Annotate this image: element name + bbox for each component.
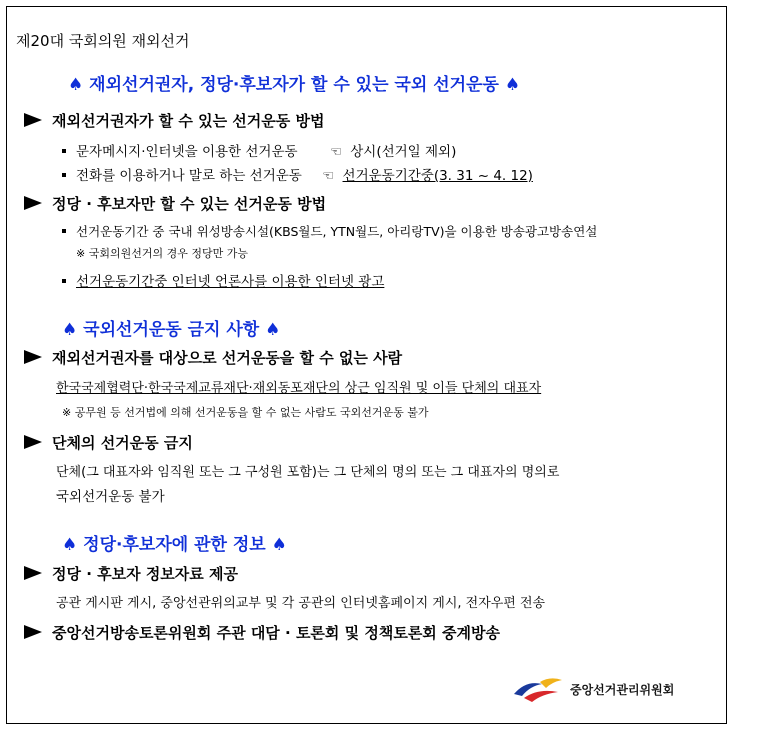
nec-logo [512, 674, 674, 704]
heading-text: 중앙선거방송토론위원회 주관 대담 · 토론회 및 정책토론회 중계방송 [52, 624, 500, 642]
triangle-right-icon [24, 435, 42, 449]
triangle-right-icon [24, 113, 42, 127]
heading-3-2 [24, 622, 500, 643]
body-3-1: 공관 게시판 게시, 중앙선관위의교부 및 각 공관의 인터넷홈페이지 게시, 전자우편 전송 [56, 596, 546, 611]
heading-2-1 [24, 347, 402, 368]
doc-title: 제20대 국회의원 재외선거 [16, 32, 190, 50]
spade-icon: ♠ [504, 75, 521, 95]
heading-1-1 [24, 110, 324, 131]
section-title-1-text: 재외선거권자, 정당·후보자가 할 수 있는 국외 선거운동 [89, 75, 499, 95]
body-2-1 [56, 377, 541, 396]
heading-1-2 [24, 193, 326, 214]
heading-text: 정당 · 후보자만 할 수 있는 선거운동 방법 [52, 195, 327, 213]
heading-text: 재외선거권자가 할 수 있는 선거운동 방법 [52, 112, 325, 130]
spade-icon: ♠ [68, 75, 84, 95]
triangle-right-icon [24, 566, 42, 580]
note-2-1: ※ 공무원 등 선거법에 의해 선거운동을 할 수 없는 사람도 국외선거운동 불가 [62, 406, 429, 419]
nec-logo-icon [512, 674, 564, 704]
bullet-1-2-2 [62, 270, 384, 290]
pointing-hand-icon: ☜ [329, 144, 342, 160]
section-title-3 [62, 530, 287, 555]
heading-text: 정당 · 후보자 정보자료 제공 [52, 565, 238, 583]
triangle-right-icon [24, 196, 42, 210]
bullet-tail: 선거운동기간중(3. 31 ~ 4. 12) [342, 168, 533, 184]
bullet-1-1-1 [62, 140, 456, 160]
note-1-2-1: ※ 국회의원선거의 경우 정당만 가능 [76, 247, 248, 260]
section-title-1 [68, 70, 520, 95]
bullet-text: 선거운동기간중 인터넷 언론사를 이용한 인터넷 광고 [76, 274, 385, 290]
spade-icon: ♠ [62, 320, 78, 340]
square-bullet-icon [62, 173, 66, 177]
square-bullet-icon [62, 229, 66, 233]
square-bullet-icon [62, 279, 66, 283]
body-text: 한국국제협력단·한국국제교류재단·재외동포재단의 상근 임직원 및 이들 단체의 대표자 [56, 381, 542, 396]
bullet-text: 선거운동기간 중 국내 위성방송시설(KBS월드, YTN월드, 아리랑TV)을 이용한 방송광고방송연설 [76, 224, 598, 239]
section-title-3-text: 정당·후보자에 관한 정보 [83, 535, 266, 555]
bullet-1-1-2 [62, 164, 533, 184]
bullet-1-2-1 [62, 222, 597, 240]
nec-logo-text: 중앙선거관리위원회 [570, 682, 675, 697]
bullet-text: 전화를 이용하거나 말로 하는 선거운동 [76, 168, 302, 184]
body-2-2-line-2: 국외선거운동 불가 [56, 489, 165, 505]
spade-icon: ♠ [265, 320, 281, 340]
pointing-hand-icon: ☜ [322, 168, 335, 184]
section-title-2 [62, 315, 280, 340]
heading-text: 재외선거권자를 대상으로 선거운동을 할 수 없는 사람 [52, 349, 403, 367]
spade-icon: ♠ [62, 535, 78, 555]
triangle-right-icon [24, 350, 42, 364]
square-bullet-icon [62, 149, 66, 153]
heading-2-2 [24, 432, 193, 453]
spade-icon: ♠ [271, 535, 287, 555]
triangle-right-icon [24, 625, 42, 639]
body-2-2-line-1: 단체(그 대표자와 임직원 또는 그 구성원 포함)는 그 단체의 명의 또는 그 대표자의 명의로 [56, 465, 560, 480]
bullet-text: 문자메시지·인터넷을 이용한 선거운동 [76, 144, 298, 160]
heading-text: 단체의 선거운동 금지 [52, 434, 193, 452]
section-title-2-text: 국외선거운동 금지 사항 [83, 320, 260, 340]
bullet-tail: 상시(선거일 제외) [350, 144, 457, 160]
heading-3-1 [24, 563, 238, 584]
